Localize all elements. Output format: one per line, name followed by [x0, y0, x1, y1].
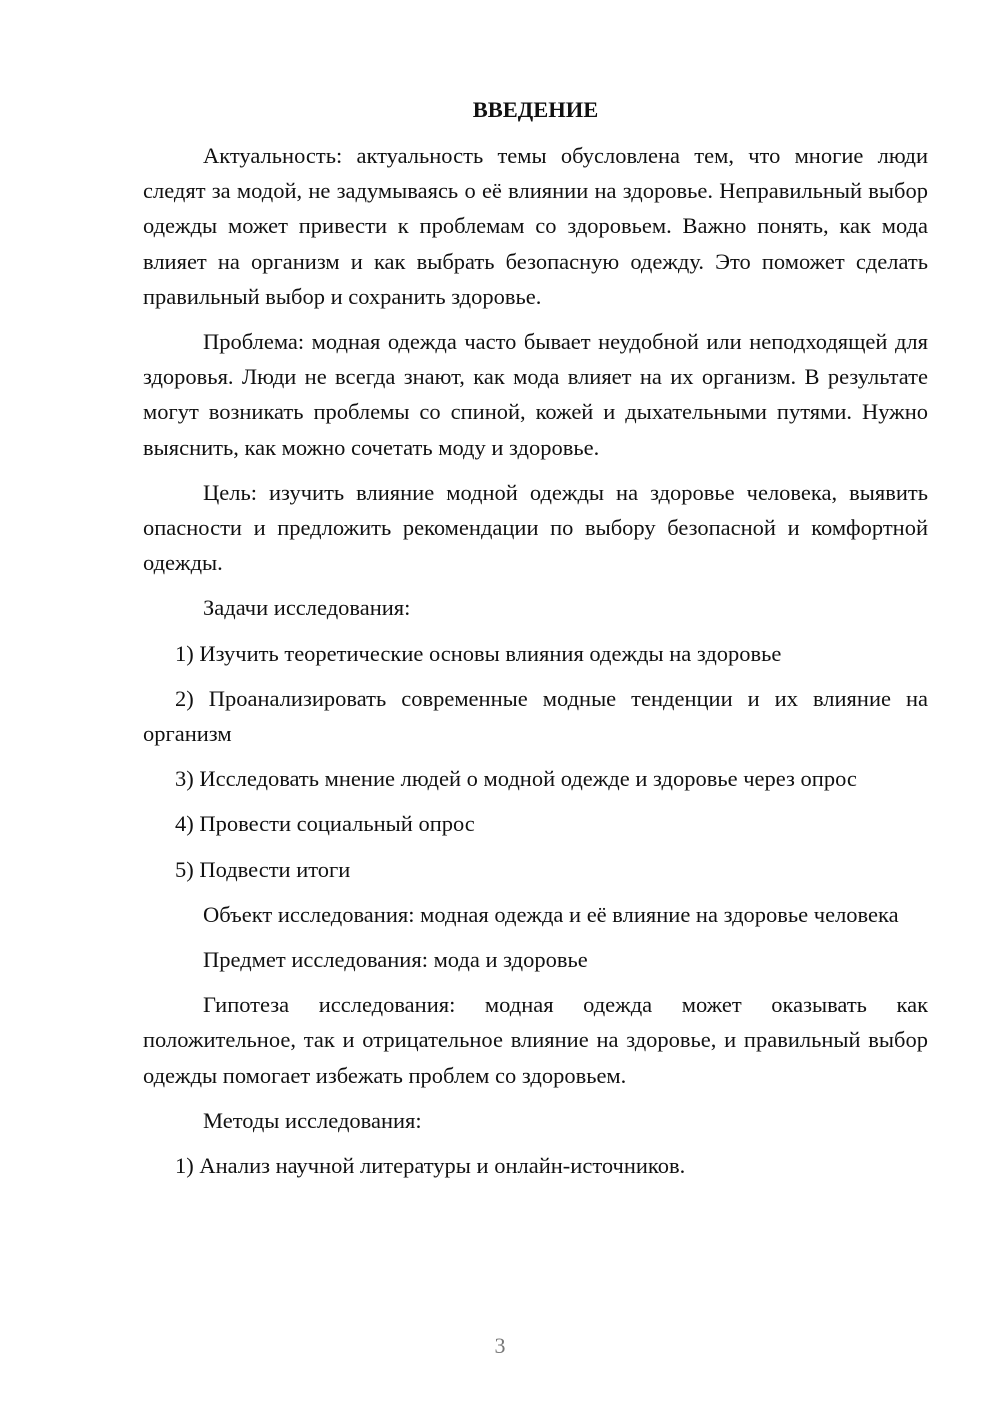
subject-paragraph: Предмет исследования: мода и здоровье [203, 947, 588, 973]
problem-paragraph: Проблема: модная одежда часто бывает неудобной или неподходящей для здоровья. Люди не всегда знают, как мода влияет на их организм. В результате могут возникать проблемы со спиной, кожей и дыхательными путями. Нужно выяснить, как можно сочетать моду и здоровье. [143, 329, 928, 460]
section-title: ВВЕДЕНИЕ [472, 97, 599, 122]
task-item: 5) Подвести итоги [175, 856, 351, 882]
method-item: 1) Анализ научной литературы и онлайн-источников. [175, 1153, 686, 1179]
object-paragraph: Объект исследования: модная одежда и её влияние на здоровье человека [203, 901, 899, 927]
tasks-heading: Задачи исследования: [203, 595, 411, 621]
methods-heading: Методы исследования: [203, 1107, 422, 1133]
hypothesis-paragraph: Гипотеза исследования: модная одежда может оказывать как положительное, так и отрицательное влияние на здоровье, и правильный выбор одежды помогает избежать проблем со здоровьем. [143, 992, 928, 1088]
task-item: 3) Исследовать мнение людей о модной одежде и здоровье через опрос [175, 766, 857, 792]
task-item: 1) Изучить теоретические основы влияния одежды на здоровье [175, 640, 782, 666]
goal-paragraph: Цель: изучить влияние модной одежды на здоровье человека, выявить опасности и предложить рекомендации по выбору безопасной и комфортной одежды. [143, 479, 928, 576]
task-item: 2) Проанализировать современные модные тенденции и их влияние на организм [143, 685, 928, 747]
relevance-paragraph: Актуальность: актуальность темы обусловлена тем, что многие люди следят за модой, не задумываясь о её влиянии на здоровье. Неправильный выбор одежды может привести к проблемам со здоровьем. Важно понять, как мода влияет на организм и как выбрать безопасную одежду. Это поможет сделать правильный выбор и сохранить здоровье. [143, 143, 928, 309]
task-item: 4) Провести социальный опрос [175, 811, 475, 837]
page-number: 3 [494, 1333, 506, 1358]
document-page [143, 92, 928, 1193]
